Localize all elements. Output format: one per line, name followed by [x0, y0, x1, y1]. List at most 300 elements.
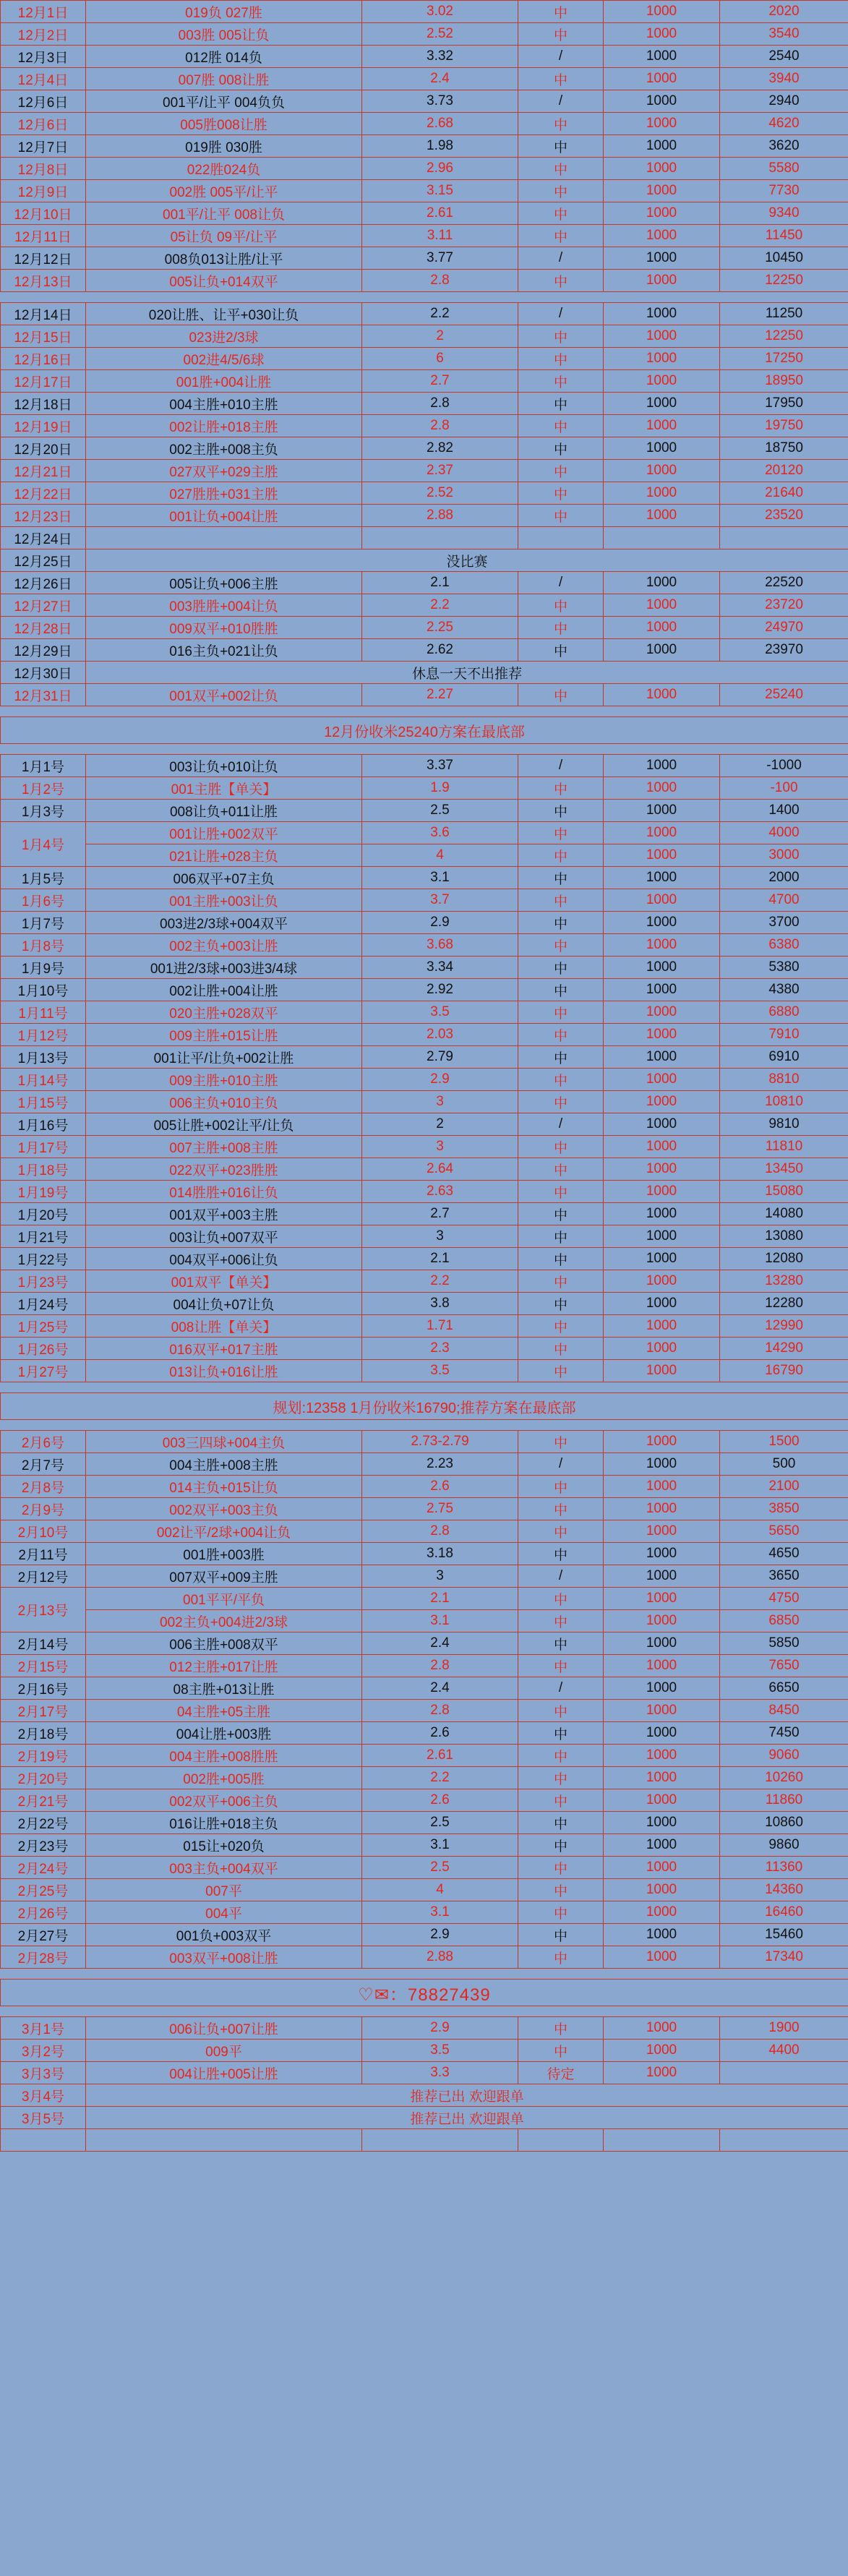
row-date: 2月7号: [1, 1453, 86, 1476]
row-date: 2月10号: [1, 1520, 86, 1543]
row-date: 3月3号: [1, 2062, 86, 2084]
row-odds: 2.68: [362, 113, 518, 135]
row-stake: 1000: [604, 135, 720, 158]
table-row: [1, 1565, 848, 1588]
row-date: 2月22号: [1, 1812, 86, 1834]
row-result: /: [518, 755, 604, 777]
row-stake: 1000: [604, 957, 720, 979]
row-profit: 10450: [720, 247, 848, 270]
row-profit: 23720: [720, 594, 848, 617]
table-row: [1, 482, 848, 505]
row-result: 中: [518, 1901, 604, 1924]
row-pick: 002主负+004进2/3球: [86, 1610, 362, 1633]
table-row: [1, 23, 848, 46]
row-stake: 1000: [604, 594, 720, 617]
row-odds: 3.5: [362, 2040, 518, 2062]
row-odds: 2.9: [362, 1924, 518, 1946]
row-stake: 1000: [604, 1543, 720, 1565]
row-odds: 2.5: [362, 1857, 518, 1879]
row-result: 中: [518, 1431, 604, 1453]
table-row: [1, 1498, 848, 1520]
table-row: [1, 1113, 848, 1136]
row-stake: 1000: [604, 1225, 720, 1248]
row-profit: 2100: [720, 1476, 848, 1498]
table-row: [1, 1203, 848, 1225]
table-row: [1, 1, 848, 23]
row-pick: 002让胜+018主胜: [86, 415, 362, 437]
row-profit: 3000: [720, 844, 848, 867]
row-result: 中: [518, 437, 604, 460]
row-result: 中: [518, 2040, 604, 2062]
row-profit: 16790: [720, 1360, 848, 1382]
row-date: 3月5号: [1, 2107, 86, 2129]
row-odds: 3: [362, 1091, 518, 1113]
row-profit: 3700: [720, 912, 848, 934]
row-pick: 003胜 005让负: [86, 23, 362, 46]
table-row: [1, 348, 848, 370]
row-stake: 1000: [604, 1857, 720, 1879]
row-profit: 5850: [720, 1633, 848, 1655]
row-result: 中: [518, 957, 604, 979]
table-row: [1, 135, 848, 158]
row-stake: 1000: [604, 1633, 720, 1655]
row-date: 2月20号: [1, 1767, 86, 1789]
row-odds: 2.6: [362, 1789, 518, 1812]
row-date: 1月14号: [1, 1069, 86, 1091]
row-profit: 12250: [720, 270, 848, 292]
row-odds: 3.3: [362, 2062, 518, 2084]
row-pick: 007双平+009主胜: [86, 1565, 362, 1588]
row-date: 12月29日: [1, 639, 86, 662]
table-row: [1, 2040, 848, 2062]
row-pick: 003让负+010让负: [86, 755, 362, 777]
row-date: 12月11日: [1, 225, 86, 247]
table-row: [1, 594, 848, 617]
row-date: 1月11号: [1, 1001, 86, 1024]
row-odds: 2.8: [362, 1655, 518, 1677]
table-row: [1, 1946, 848, 1969]
row-stake: 1000: [604, 639, 720, 662]
row-stake: 1000: [604, 180, 720, 202]
row-pick: 019胜 030胜: [86, 135, 362, 158]
table-row: [1, 1610, 848, 1633]
row-profit: 13280: [720, 1270, 848, 1293]
row-stake: 1000: [604, 303, 720, 325]
row-date: 2月16号: [1, 1677, 86, 1700]
row-result: 中: [518, 979, 604, 1001]
row-pick: 002主负+003让胜: [86, 934, 362, 957]
row-stake: 1000: [604, 1476, 720, 1498]
table-row: [1, 1633, 848, 1655]
row-pick: 022胜024负: [86, 158, 362, 180]
row-stake: 1000: [604, 1520, 720, 1543]
row-profit: 17340: [720, 1946, 848, 1969]
table-row: [1, 1091, 848, 1113]
row-pick: 023进2/3球: [86, 325, 362, 348]
row-pick: 022双平+023胜胜: [86, 1158, 362, 1181]
row-date: 12月30日: [1, 662, 86, 684]
row-odds: 1.98: [362, 135, 518, 158]
row-odds: 2.8: [362, 1700, 518, 1722]
spacer-cell: [1, 1382, 848, 1393]
table-row: [1, 1360, 848, 1382]
row-date: 12月24日: [1, 527, 86, 549]
row-profit: 19750: [720, 415, 848, 437]
row-odds: 2.96: [362, 158, 518, 180]
row-stake: 1000: [604, 2017, 720, 2040]
row-date: 1月10号: [1, 979, 86, 1001]
row-pick: 001双平+003主胜: [86, 1203, 362, 1225]
row-result: 中: [518, 1, 604, 23]
table-row: [1, 113, 848, 135]
row-pick: 001双平+002让负: [86, 684, 362, 706]
row-note: 没比赛: [86, 549, 848, 572]
row-profit: 4000: [720, 822, 848, 844]
row-pick: [86, 2129, 362, 2152]
row-date: 12月8日: [1, 158, 86, 180]
row-date: 1月26号: [1, 1338, 86, 1360]
row-date: 12月6日: [1, 90, 86, 113]
row-stake: 1000: [604, 158, 720, 180]
table-row: [1, 1431, 848, 1453]
row-result: 中: [518, 822, 604, 844]
row-date: 1月7号: [1, 912, 86, 934]
row-profit: 15080: [720, 1181, 848, 1203]
spacer-row: [1, 706, 848, 717]
row-result: /: [518, 247, 604, 270]
row-pick: 009双平+010胜胜: [86, 617, 362, 639]
row-pick: 003双平+008让胜: [86, 1946, 362, 1969]
row-result: 中: [518, 113, 604, 135]
row-stake: 1000: [604, 777, 720, 800]
row-result: 中: [518, 639, 604, 662]
row-odds: 2.73-2.79: [362, 1431, 518, 1453]
row-pick: 001平/让平 004负负: [86, 90, 362, 113]
row-result: [518, 527, 604, 549]
row-result: 中: [518, 348, 604, 370]
row-result: /: [518, 90, 604, 113]
row-result: [518, 2129, 604, 2152]
row-date: 1月16号: [1, 1113, 86, 1136]
row-note: 推荐已出 欢迎跟单: [86, 2107, 848, 2129]
row-stake: 1000: [604, 912, 720, 934]
row-odds: 3: [362, 1136, 518, 1158]
row-profit: 13080: [720, 1225, 848, 1248]
row-stake: 1000: [604, 370, 720, 393]
spacer-row: [1, 292, 848, 303]
row-pick: 006主负+010主负: [86, 1091, 362, 1113]
row-profit: 5650: [720, 1520, 848, 1543]
row-pick: 012胜 014负: [86, 46, 362, 68]
row-stake: [604, 527, 720, 549]
table-row: [1, 2129, 848, 2152]
row-result: 中: [518, 934, 604, 957]
row-date: 1月18号: [1, 1158, 86, 1181]
row-odds: [362, 527, 518, 549]
row-pick: 001让负+004让胜: [86, 505, 362, 527]
table-row: [1, 2017, 848, 2040]
table-row: [1, 393, 848, 415]
row-result: 中: [518, 1633, 604, 1655]
row-result: 中: [518, 225, 604, 247]
row-result: 中: [518, 1700, 604, 1722]
row-stake: 1000: [604, 1091, 720, 1113]
row-profit: 4750: [720, 1588, 848, 1610]
table-row: [1, 777, 848, 800]
row-result: 中: [518, 1001, 604, 1024]
row-date: 1月27号: [1, 1360, 86, 1382]
row-date: 12月15日: [1, 325, 86, 348]
row-pick: 001平平/平负: [86, 1588, 362, 1610]
row-stake: 1000: [604, 1069, 720, 1091]
row-stake: 1000: [604, 2040, 720, 2062]
row-odds: 2.75: [362, 1498, 518, 1520]
row-stake: 1000: [604, 1767, 720, 1789]
row-pick: 004主胜+010主胜: [86, 393, 362, 415]
row-odds: 1.71: [362, 1315, 518, 1338]
row-profit: 9340: [720, 202, 848, 225]
row-stake: 1000: [604, 1677, 720, 1700]
row-result: /: [518, 1677, 604, 1700]
row-stake: 1000: [604, 460, 720, 482]
row-stake: 1000: [604, 755, 720, 777]
row-stake: 1000: [604, 617, 720, 639]
row-result: 中: [518, 135, 604, 158]
row-result: 中: [518, 1024, 604, 1046]
row-odds: 2: [362, 1113, 518, 1136]
row-odds: 2.79: [362, 1046, 518, 1069]
row-result: 中: [518, 594, 604, 617]
row-pick: 001平/让平 008让负: [86, 202, 362, 225]
row-stake: 1000: [604, 1588, 720, 1610]
row-stake: 1000: [604, 1315, 720, 1338]
table-row: [1, 460, 848, 482]
row-result: 中: [518, 1181, 604, 1203]
row-result: /: [518, 1565, 604, 1588]
row-profit: 14080: [720, 1203, 848, 1225]
row-date: 12月28日: [1, 617, 86, 639]
row-profit: 11810: [720, 1136, 848, 1158]
row-odds: 3.18: [362, 1543, 518, 1565]
row-odds: 2.8: [362, 393, 518, 415]
row-stake: 1000: [604, 68, 720, 90]
row-result: 中: [518, 867, 604, 889]
row-odds: 2.88: [362, 505, 518, 527]
row-stake: 1000: [604, 1946, 720, 1969]
row-pick: 002双平+006主负: [86, 1789, 362, 1812]
row-date: 3月1号: [1, 2017, 86, 2040]
row-odds: 2.5: [362, 800, 518, 822]
row-pick: 004主胜+008胜胜: [86, 1745, 362, 1767]
row-pick: 08主胜+013让胜: [86, 1677, 362, 1700]
row-date: 1月15号: [1, 1091, 86, 1113]
row-date: 1月23号: [1, 1270, 86, 1293]
row-odds: 2.9: [362, 912, 518, 934]
table-row: [1, 2062, 848, 2084]
row-date: 12月14日: [1, 303, 86, 325]
row-date: 1月19号: [1, 1181, 86, 1203]
row-odds: 2.23: [362, 1453, 518, 1476]
row-profit: 1500: [720, 1431, 848, 1453]
row-stake: 1000: [604, 1203, 720, 1225]
row-profit: 10810: [720, 1091, 848, 1113]
table-row: [1, 867, 848, 889]
row-odds: 3.8: [362, 1293, 518, 1315]
table-row: [1, 1700, 848, 1722]
row-pick: 001进2/3球+003进3/4球: [86, 957, 362, 979]
banner-row: [1, 717, 848, 744]
row-odds: 3.1: [362, 867, 518, 889]
row-stake: 1000: [604, 867, 720, 889]
row-odds: 2.4: [362, 68, 518, 90]
row-profit: 2540: [720, 46, 848, 68]
row-pick: 001主胜【单关】: [86, 777, 362, 800]
row-date: 1月2号: [1, 777, 86, 800]
row-odds: 2.2: [362, 1767, 518, 1789]
row-date: [1, 2129, 86, 2152]
row-pick: 016主负+021让负: [86, 639, 362, 662]
row-stake: 1000: [604, 1113, 720, 1136]
row-profit: 12080: [720, 1248, 848, 1270]
table-row: [1, 90, 848, 113]
row-stake: 1000: [604, 1024, 720, 1046]
table-row: [1, 889, 848, 912]
table-row: [1, 1181, 848, 1203]
row-pick: 004双平+006让负: [86, 1248, 362, 1270]
contact-text: ♡✉：78827439: [1, 1980, 848, 2006]
row-stake: 1000: [604, 437, 720, 460]
row-date: 12月16日: [1, 348, 86, 370]
table-row: [1, 1834, 848, 1857]
table-row: [1, 325, 848, 348]
row-stake: [604, 2129, 720, 2152]
row-date: 12月9日: [1, 180, 86, 202]
records-body: [1, 1, 848, 2152]
row-odds: 3.6: [362, 822, 518, 844]
table-row: [1, 247, 848, 270]
table-row: [1, 1158, 848, 1181]
table-row: [1, 2084, 848, 2107]
row-pick: 003主负+004双平: [86, 1857, 362, 1879]
row-result: 中: [518, 1476, 604, 1498]
row-date: 3月4号: [1, 2084, 86, 2107]
row-stake: 1000: [604, 684, 720, 706]
spacer-row: [1, 1420, 848, 1431]
row-pick: 008让胜【单关】: [86, 1315, 362, 1338]
table-row: [1, 180, 848, 202]
row-odds: 3: [362, 1565, 518, 1588]
row-result: 中: [518, 1203, 604, 1225]
row-profit: 4620: [720, 113, 848, 135]
row-stake: 1000: [604, 1001, 720, 1024]
spacer-cell: [1, 744, 848, 755]
row-pick: 014胜胜+016让负: [86, 1181, 362, 1203]
row-result: 中: [518, 1136, 604, 1158]
row-odds: 2.03: [362, 1024, 518, 1046]
row-result: 中: [518, 68, 604, 90]
row-result: 中: [518, 180, 604, 202]
row-stake: 1000: [604, 1136, 720, 1158]
row-stake: 1000: [604, 1360, 720, 1382]
table-row: [1, 822, 848, 844]
row-odds: 3.5: [362, 1360, 518, 1382]
row-profit: 11360: [720, 1857, 848, 1879]
row-result: 中: [518, 684, 604, 706]
row-stake: 1000: [604, 1498, 720, 1520]
row-odds: 3.32: [362, 46, 518, 68]
row-stake: 1000: [604, 505, 720, 527]
row-pick: 027双平+029主胜: [86, 460, 362, 482]
table-row: [1, 158, 848, 180]
table-row: [1, 202, 848, 225]
table-row: [1, 1315, 848, 1338]
row-stake: 1000: [604, 348, 720, 370]
row-profit: 25240: [720, 684, 848, 706]
table-row: [1, 934, 848, 957]
row-result: 中: [518, 1046, 604, 1069]
row-stake: 1000: [604, 393, 720, 415]
row-date: 2月27号: [1, 1924, 86, 1946]
row-pick: 003胜胜+004让负: [86, 594, 362, 617]
row-odds: 2.63: [362, 1181, 518, 1203]
row-odds: 2.62: [362, 639, 518, 662]
row-date: 2月26号: [1, 1901, 86, 1924]
row-profit: 6880: [720, 1001, 848, 1024]
row-odds: 3.1: [362, 1834, 518, 1857]
row-result: 中: [518, 1225, 604, 1248]
row-result: 中: [518, 912, 604, 934]
row-profit: 1400: [720, 800, 848, 822]
row-pick: 003进2/3球+004双平: [86, 912, 362, 934]
row-stake: 1000: [604, 1655, 720, 1677]
row-date: 1月21号: [1, 1225, 86, 1248]
table-row: [1, 415, 848, 437]
row-result: 中: [518, 1745, 604, 1767]
spacer-cell: [1, 1969, 848, 1980]
row-pick: 002让平/2球+004让负: [86, 1520, 362, 1543]
table-row: [1, 370, 848, 393]
row-date: 1月24号: [1, 1293, 86, 1315]
row-stake: 1000: [604, 1722, 720, 1745]
table-row: [1, 912, 848, 934]
row-odds: 2.61: [362, 1745, 518, 1767]
row-pick: 020主胜+028双平: [86, 1001, 362, 1024]
row-odds: 2.3: [362, 1338, 518, 1360]
row-stake: 1000: [604, 1924, 720, 1946]
row-stake: 1000: [604, 889, 720, 912]
table-row: [1, 572, 848, 594]
row-pick: 002胜+005胜: [86, 1767, 362, 1789]
table-row: [1, 1879, 848, 1901]
row-result: 中: [518, 1812, 604, 1834]
row-profit: 9060: [720, 1745, 848, 1767]
table-row: [1, 2107, 848, 2129]
row-date: 12月1日: [1, 1, 86, 23]
row-profit: 14290: [720, 1338, 848, 1360]
table-row: [1, 1901, 848, 1924]
row-stake: 1000: [604, 113, 720, 135]
row-odds: 2.61: [362, 202, 518, 225]
row-profit: 7650: [720, 1655, 848, 1677]
row-profit: 11860: [720, 1789, 848, 1812]
row-result: 中: [518, 325, 604, 348]
row-stake: 1000: [604, 1834, 720, 1857]
row-odds: 2.6: [362, 1476, 518, 1498]
row-result: 中: [518, 844, 604, 867]
table-row: [1, 1024, 848, 1046]
row-result: 中: [518, 1091, 604, 1113]
row-date: 2月11号: [1, 1543, 86, 1565]
